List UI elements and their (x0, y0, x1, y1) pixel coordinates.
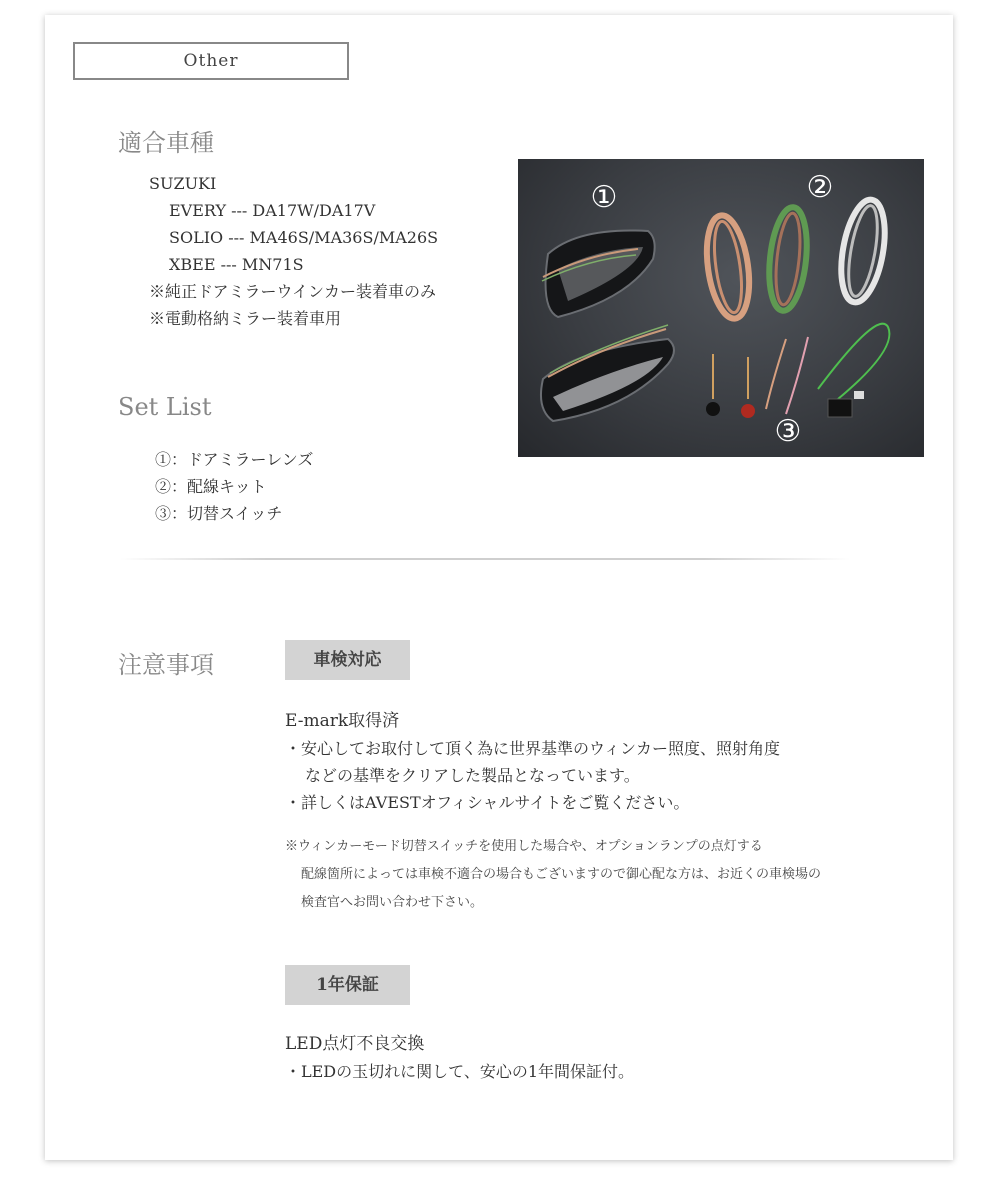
warranty-badge: 1年保証 (285, 965, 410, 1005)
section-divider (120, 558, 850, 560)
photo-label-3: ③ (774, 414, 802, 449)
inspection-text (285, 708, 780, 816)
product-photo (518, 159, 924, 457)
list-item: EVERY --- DA17W/DA17V (169, 201, 376, 220)
category-tag: Other (73, 42, 349, 80)
list-item: などの基準をクリアした製品となっています。 (305, 766, 640, 785)
notes-heading: 注意事項 (118, 651, 214, 679)
list-item: LED点灯不良交換 (285, 1034, 425, 1054)
list-item: E-mark取得済 (285, 711, 400, 731)
list-item: SOLIO --- MA46S/MA36S/MA26S (169, 228, 439, 247)
photo-label-1: ① (590, 180, 618, 215)
inspection-badge: 車検対応 (285, 640, 410, 680)
compatible-heading: 適合車種 (118, 129, 214, 157)
list-item: ・LEDの玉切れに関して、安心の1年間保証付。 (285, 1062, 634, 1081)
list-item: ・安心してお取付して頂く為に世界基準のウィンカー照度、照射角度 (285, 739, 781, 758)
list-item: ②：配線キット (155, 477, 267, 496)
setlist-heading: Set List (118, 393, 212, 421)
list-item: ・詳しくはAVESTオフィシャルサイトをご覧ください。 (285, 793, 690, 812)
list-item: ※電動格納ミラー装着車用 (149, 309, 342, 328)
photo-label-2: ② (806, 170, 834, 205)
compatible-list (149, 170, 438, 332)
list-item: SUZUKI (149, 174, 217, 193)
setlist-list (155, 446, 313, 527)
product-illustration (518, 159, 924, 457)
inspection-note (285, 833, 821, 917)
list-item: ①：ドアミラーレンズ (155, 450, 314, 469)
list-item: XBEE --- MN71S (169, 255, 304, 274)
list-item: 配線箇所によっては車検不適合の場合もございますので御心配な方は、お近くの車検場の (301, 867, 822, 882)
list-item: ※純正ドアミラーウインカー装着車のみ (149, 282, 437, 301)
content-card (45, 15, 953, 1160)
list-item: ③：切替スイッチ (155, 504, 283, 523)
list-item: 検査官へお問い合わせ下さい。 (301, 895, 484, 910)
list-item: ※ウィンカーモード切替スイッチを使用した場合や、オプションランプの点灯する (285, 839, 763, 854)
warranty-text (285, 1031, 634, 1085)
